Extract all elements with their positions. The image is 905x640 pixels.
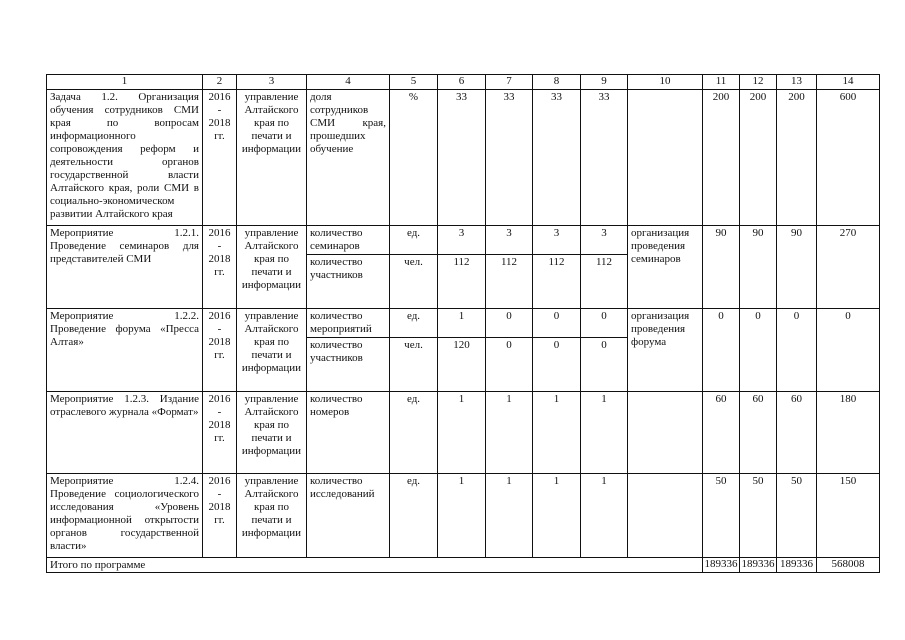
column-number: 14 [817,75,880,90]
total-finance-11: 189336 [703,558,740,573]
measure-121-a9: 3 [581,226,628,255]
measure-124-finance-13: 50 [777,474,817,558]
measure-124-finance-14: 150 [817,474,880,558]
measure-122-b7: 0 [486,338,533,392]
column-number: 9 [581,75,628,90]
measure-123-finance-11: 60 [703,392,740,474]
measure-122-a8: 0 [533,309,581,338]
task-period: 2016 - 2018 гг. [203,90,237,226]
task-finance-11: 200 [703,90,740,226]
measure-124-result [628,474,703,558]
measure-124-v8: 1 [533,474,581,558]
measure-122-period: 2016 - 2018 гг. [203,309,237,392]
task-executor: управление Алтайского края по печати и информации [237,90,307,226]
measure-122-a7: 0 [486,309,533,338]
measure-124-finance-11: 50 [703,474,740,558]
measure-122-result: организация проведения форума [628,309,703,392]
measure-123-result [628,392,703,474]
measure-122-b6: 120 [438,338,486,392]
measure-123-v8: 1 [533,392,581,474]
column-number: 6 [438,75,486,90]
measure-122-b9: 0 [581,338,628,392]
measure-121-executor: управление Алтайского края по печати и информации [237,226,307,309]
measure-124-name: Мероприятие 1.2.4. Проведение социологического исследования «Уровень информационной открытости органов государственной власти» [47,474,203,558]
measure-122-unit-2: чел. [390,338,438,392]
column-number: 8 [533,75,581,90]
measure-121-row [47,226,880,255]
measure-122-a6: 1 [438,309,486,338]
measure-121-b8: 112 [533,255,581,309]
column-number: 5 [390,75,438,90]
measure-122-finance-11: 0 [703,309,740,392]
measure-122-finance-14: 0 [817,309,880,392]
task-unit: % [390,90,438,226]
total-finance-13: 189336 [777,558,817,573]
measure-121-period: 2016 - 2018 гг. [203,226,237,309]
measure-122-unit-1: ед. [390,309,438,338]
measure-124-row [47,474,880,558]
total-finance-14: 568008 [817,558,880,573]
measure-121-finance-14: 270 [817,226,880,309]
measure-121-b7: 112 [486,255,533,309]
column-number: 3 [237,75,307,90]
measure-122-name: Мероприятие 1.2.2. Проведение форума «Пресса Алтая» [47,309,203,392]
column-number: 4 [307,75,390,90]
measure-121-a8: 3 [533,226,581,255]
measure-122-indicator-2: количество участников [307,338,390,392]
column-number: 1 [47,75,203,90]
measure-124-unit: ед. [390,474,438,558]
column-number: 10 [628,75,703,90]
measure-121-unit-1: ед. [390,226,438,255]
measure-123-finance-14: 180 [817,392,880,474]
task-value-6: 33 [438,90,486,226]
measure-122-row [47,309,880,338]
measure-121-b6: 112 [438,255,486,309]
measure-121-a6: 3 [438,226,486,255]
measure-124-v9: 1 [581,474,628,558]
measure-124-v7: 1 [486,474,533,558]
measure-122-b8: 0 [533,338,581,392]
measure-123-name: Мероприятие 1.2.3. Издание отраслевого журнала «Формат» [47,392,203,474]
column-number: 2 [203,75,237,90]
measure-122-a9: 0 [581,309,628,338]
measure-124-finance-12: 50 [740,474,777,558]
measure-124-executor: управление Алтайского края по печати и информации [237,474,307,558]
measure-121-finance-12: 90 [740,226,777,309]
measure-121-name: Мероприятие 1.2.1. Проведение семинаров для представителей СМИ [47,226,203,309]
measure-123-v6: 1 [438,392,486,474]
column-number: 13 [777,75,817,90]
task-finance-12: 200 [740,90,777,226]
task-result [628,90,703,226]
measure-122-finance-13: 0 [777,309,817,392]
task-indicator: доля сотрудников СМИ края, прошедших обучение [307,90,390,226]
task-value-8: 33 [533,90,581,226]
task-name: Задача 1.2. Организация обучения сотрудников СМИ края по вопросам информационного сопровождения реформ и деятельности органов государственной власти Алтайского края, роли СМИ в социально-экономическом развитии Алтайского края [47,90,203,226]
measure-122-indicator-1: количество мероприятий [307,309,390,338]
measure-121-finance-11: 90 [703,226,740,309]
measure-121-result: организация проведения семинаров [628,226,703,309]
measure-123-finance-13: 60 [777,392,817,474]
measure-121-indicator-2: количество участников [307,255,390,309]
measure-121-b9: 112 [581,255,628,309]
task-finance-13: 200 [777,90,817,226]
measure-124-indicator: количество исследований [307,474,390,558]
task-row [47,90,880,226]
measure-124-period: 2016 - 2018 гг. [203,474,237,558]
total-finance-12: 189336 [740,558,777,573]
column-number: 12 [740,75,777,90]
measure-123-executor: управление Алтайского края по печати и информации [237,392,307,474]
column-number: 11 [703,75,740,90]
measure-121-indicator-1: количество семинаров [307,226,390,255]
column-number: 7 [486,75,533,90]
measure-123-row [47,392,880,474]
measure-122-finance-12: 0 [740,309,777,392]
measure-123-unit: ед. [390,392,438,474]
measure-121-finance-13: 90 [777,226,817,309]
measure-123-indicator: количество номеров [307,392,390,474]
program-table [46,74,880,573]
measure-121-a7: 3 [486,226,533,255]
measure-123-v9: 1 [581,392,628,474]
measure-123-period: 2016 - 2018 гг. [203,392,237,474]
measure-121-unit-2: чел. [390,255,438,309]
measure-124-v6: 1 [438,474,486,558]
task-value-7: 33 [486,90,533,226]
column-number-row [47,75,880,90]
task-finance-14: 600 [817,90,880,226]
total-row [47,558,880,573]
measure-123-v7: 1 [486,392,533,474]
task-value-9: 33 [581,90,628,226]
measure-122-executor: управление Алтайского края по печати и информации [237,309,307,392]
total-label: Итого по программе [47,558,703,573]
measure-123-finance-12: 60 [740,392,777,474]
